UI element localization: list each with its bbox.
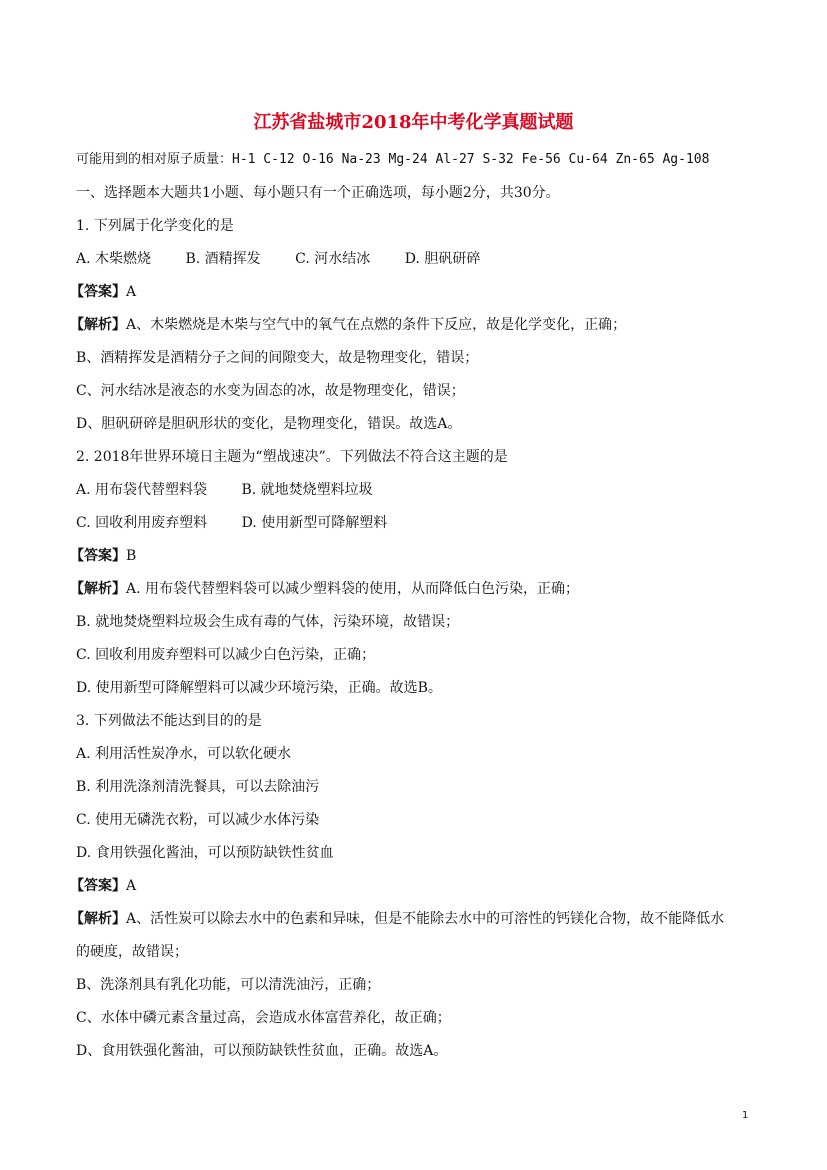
page-number: 1 [742,1110,749,1121]
option-c: C. 河水结冰 [295,251,371,267]
question-3-option-c: C. 使用无磷洗衣粉，可以减少水体污染 [76,812,320,828]
question-1-analysis-line [70,315,626,335]
question-1-stem: 1. 下列属于化学变化的是 [76,218,234,234]
option-b: B. 就地焚烧塑料垃圾 [241,482,373,498]
atomic-mass-line: 可能用到的相对原子质量：H-1 C-12 O-16 Na-23 Mg-24 Al-27 S-32 Fe-56 Cu-64 Zn-65 Ag-108 [76,152,710,167]
analysis-text: A、活性炭可以除去水中的色素和异味，但是不能除去水中的可溶性的钙镁化合物，故不能降低水 [126,911,725,927]
option-d: D. 胆矾研碎 [404,251,481,267]
question-3-analysis-line: B、洗涤剂具有乳化功能，可以清洗油污，正确； [76,977,381,993]
question-2-answer [70,546,136,566]
answer-value: B [126,548,137,564]
option-b: B. 酒精挥发 [185,251,261,267]
question-2-analysis-line [70,579,579,599]
question-2-analysis-line: D. 使用新型可降解塑料可以减少环境污染，正确。故选B。 [76,680,442,696]
question-2-analysis-line: C. 回收利用废弃塑料可以减少白色污染，正确； [76,647,376,663]
analysis-text: A、木柴燃烧是木柴与空气中的氧气在点燃的条件下反应，故是化学变化，正确； [126,317,627,333]
question-1-answer [70,282,136,302]
question-2-options-row-1 [76,480,373,500]
option-d: D. 使用新型可降解塑料 [241,515,388,531]
question-1-analysis-line: C、河水结冰是液态的水变为固态的冰，故是物理变化，错误； [76,383,465,399]
section-heading: 一、选择题本大题共1小题、每小题只有一个正确选项，每小题2分，共30分。 [76,185,560,201]
question-2-analysis-line: B. 就地焚烧塑料垃圾会生成有毒的气体，污染环境，故错误； [76,614,460,630]
question-2-stem: 2. 2018年世界环境日主题为“塑战速决”。下列做法不符合这主题的是 [76,449,508,465]
question-3-option-d: D. 食用铁强化酱油，可以预防缺铁性贫血 [76,845,334,861]
question-2-options-row-2 [76,513,387,533]
analysis-tag: 【解析】 [70,911,126,927]
question-1-options [76,249,480,269]
option-a: A. 用布袋代替塑料袋 [76,482,208,498]
question-3-analysis-line: C、水体中磷元素含量过高，会造成水体富营养化，故正确； [76,1010,451,1026]
question-3-option-b: B. 利用洗涤剂清洗餐具，可以去除油污 [76,779,320,795]
answer-tag: 【答案】 [70,878,126,894]
option-a: A. 木柴燃烧 [76,251,152,267]
option-c: C. 回收利用废弃塑料 [76,515,208,531]
analysis-text: A. 用布袋代替塑料袋可以减少塑料袋的使用，从而降低白色污染，正确； [126,581,580,597]
question-1-analysis-line: D、胆矾研碎是胆矾形状的变化，是物理变化，错误。故选A。 [76,416,462,432]
answer-value: A [126,284,137,300]
question-3-option-a: A. 利用活性炭净水，可以软化硬水 [76,746,292,762]
question-3-analysis-line: D、食用铁强化酱油，可以预防缺铁性贫血，正确。故选A。 [76,1043,448,1059]
question-3-answer [70,876,136,896]
document-title: 江苏省盐城市2018年中考化学真题试题 [253,112,574,133]
answer-tag: 【答案】 [70,284,126,300]
analysis-tag: 【解析】 [70,581,126,597]
question-3-analysis-line [70,909,724,929]
question-3-analysis-line: 的硬度，故错误； [76,944,188,960]
answer-tag: 【答案】 [70,548,126,564]
question-1-analysis-line: B、酒精挥发是酒精分子之间的间隙变大，故是物理变化，错误； [76,350,479,366]
answer-value: A [126,878,137,894]
question-3-stem: 3. 下列做法不能达到目的的是 [76,713,262,729]
analysis-tag: 【解析】 [70,317,126,333]
